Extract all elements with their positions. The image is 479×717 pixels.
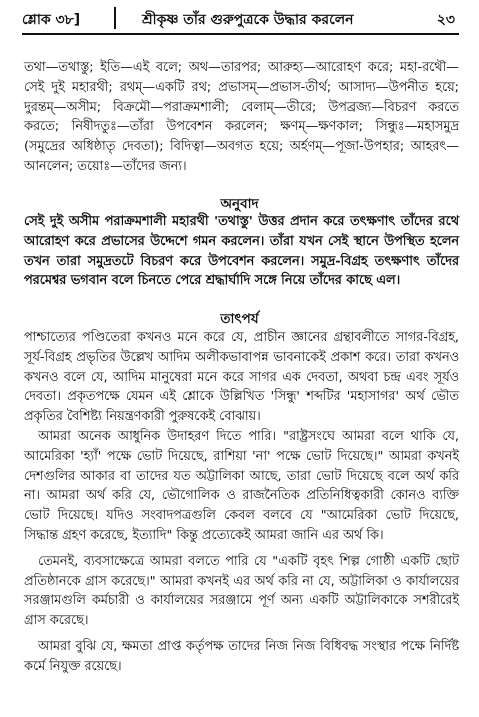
- purport-heading: তাৎপর্য: [220, 311, 259, 327]
- synonyms-section: [24, 58, 459, 177]
- translation-text: সেই দুই অসীম পরাক্রমশালী মহারথী 'তথাস্তু' উত্তর প্রদান করে তৎক্ষণাৎ তাঁদের রথে আরোহণ করে প্রভাসের উদ্দেশে গমন করলেন। তাঁরা যখন সেই স্থানে উপস্থিত হলেন তখন তারা সমুদ্রতটে বিচরণ করে উপবেশন করলেন। সমুদ্র-বিগ্রহ তৎক্ষণাৎ তাঁদের পরমেশ্বর ভগবান বলে চিনতে পেরে শ্রদ্ধার্ঘাদি সঙ্গে নিয়ে তাঁদের কাছে এল।: [24, 214, 459, 289]
- purport-paragraph: আমরা অনেক আধুনিক উদাহরণ দিতে পারি। "রাষ্ট্রসংঘে আমরা বলে থাকি যে, আমেরিকা 'হ্যাঁ' পক্ষে ভোট দিয়েছে, রাশিয়া 'না' পক্ষে ভোট দিয়েছে।" আমরা কখনই দেশগুলির আকার বা তাদের যত অট্টালিকা আছে, তারা ভোট দিয়েছে বলে অর্থ করি না। আমরা অর্থ করি যে, ভৌগোলিক ও রাজনৈতিক প্রতিনিধিত্বকারী কোনও ব্যক্তি ভোট দিয়েছে। যদিও সংবাদপত্রগুলি কেবল বলবে যে "আমেরিকা ভোট দিয়েছে, সিদ্ধান্ত গ্রহণ করেছে, ইত্যাদি" কিন্তু প্রত্যেকেই আমরা জানি এর অর্থ কি।: [24, 428, 459, 543]
- verse-reference: শ্লোক ৩৮]: [22, 12, 81, 28]
- page-header: [22, 4, 459, 48]
- page-number: ২৩: [436, 12, 455, 28]
- purport-paragraph: আমরা বুঝি যে, ক্ষমতা প্রাপ্ত কর্তৃপক্ষ তাদের নিজ নিজ বিধিবদ্ধ সংস্থার পক্ষে নির্দিষ্ট কর্মে নিযুক্ত রয়েছে।: [24, 638, 459, 674]
- chapter-title: শ্রীকৃষ্ণ তাঁর গুরুপুত্রকে উদ্ধার করলেন: [142, 12, 354, 28]
- purport-paragraph: পাশ্চাত্যের পণ্ডিতেরা কখনও মনে করে যে, প্রাচীন জ্ঞানের গ্রন্থাবলীতে সাগর-বিগ্রহ, সূর্য-বিগ্রহ প্রভৃতির উল্লেখ আদিম অলীকভাবাপন্ন ভাবনাকেই প্রকাশ করে। তারা কখনও কখনও বলে যে, আদিম মানুষেরা মনে করে সাগর এক দেবতা, অথবা চন্দ্র এবং সূর্যও দেবতা। প্রকৃতপক্ষে যেমন এই শ্লোকে উল্লিখিত 'সিন্ধু' শব্দটির 'মহাসাগর' অর্থ ভৌত প্রকৃতির বৈশিষ্ট্য নিয়ন্ত্রণকারী পুরুষকেই বোঝায়।: [24, 330, 459, 425]
- purport-paragraph: তেমনই, ব্যবসাক্ষেত্রে আমরা বলতে পারি যে "একটি বৃহৎ শিল্প গোষ্ঠী একটি ছোট প্রতিষ্ঠানকে গ্রাস করেছে।" আমরা কখনই এর অর্থ করি না যে, অট্টালিকা ও কার্যালয়ের সরঞ্জামগুলি কর্মচারী ও কার্যালয়ের সরঞ্জামে পূর্ণ অন্য একটি অট্টালিকাকে সশরীরেই গ্রাস করেছে।: [24, 553, 459, 629]
- header-rule: [22, 33, 459, 35]
- synonyms-text: তথা—তথাস্তু; ইতি—এই বলে; অথ—তারপর; আরুহ্য—আরোহণ করে; মহা-রথৌ—সেই দুই মহারথী; রথম্—একটি রথ; প্রভাসম্—প্রভাস-তীর্থ; আসাদ্য—উপনীত হয়ে; দুরন্তম্—অসীম; বিক্রমৌ—পরাক্রমশালী; বেলাম্—তীরে; উপব্রজ্য—বিচরণ করতে করতে; নিষীদতুঃ—তাঁরা উপবেশন করলেন; ক্ষণম্—ক্ষণকাল; সিন্ধুঃ—মহাসমুদ্র (সমুদ্রের অধিষ্ঠাতৃ দেবতা); বিদিত্বা—অবগত হয়ে; অর্হণম্—পূজা-উপহার; আহরৎ—আনলেন; তয়োঃ—তাঁদের জন্য।: [24, 60, 459, 174]
- translation-heading: অনুবাদ: [220, 196, 259, 212]
- header-separator: [114, 7, 116, 29]
- translation-section: [24, 212, 459, 291]
- purport-section: [24, 328, 459, 677]
